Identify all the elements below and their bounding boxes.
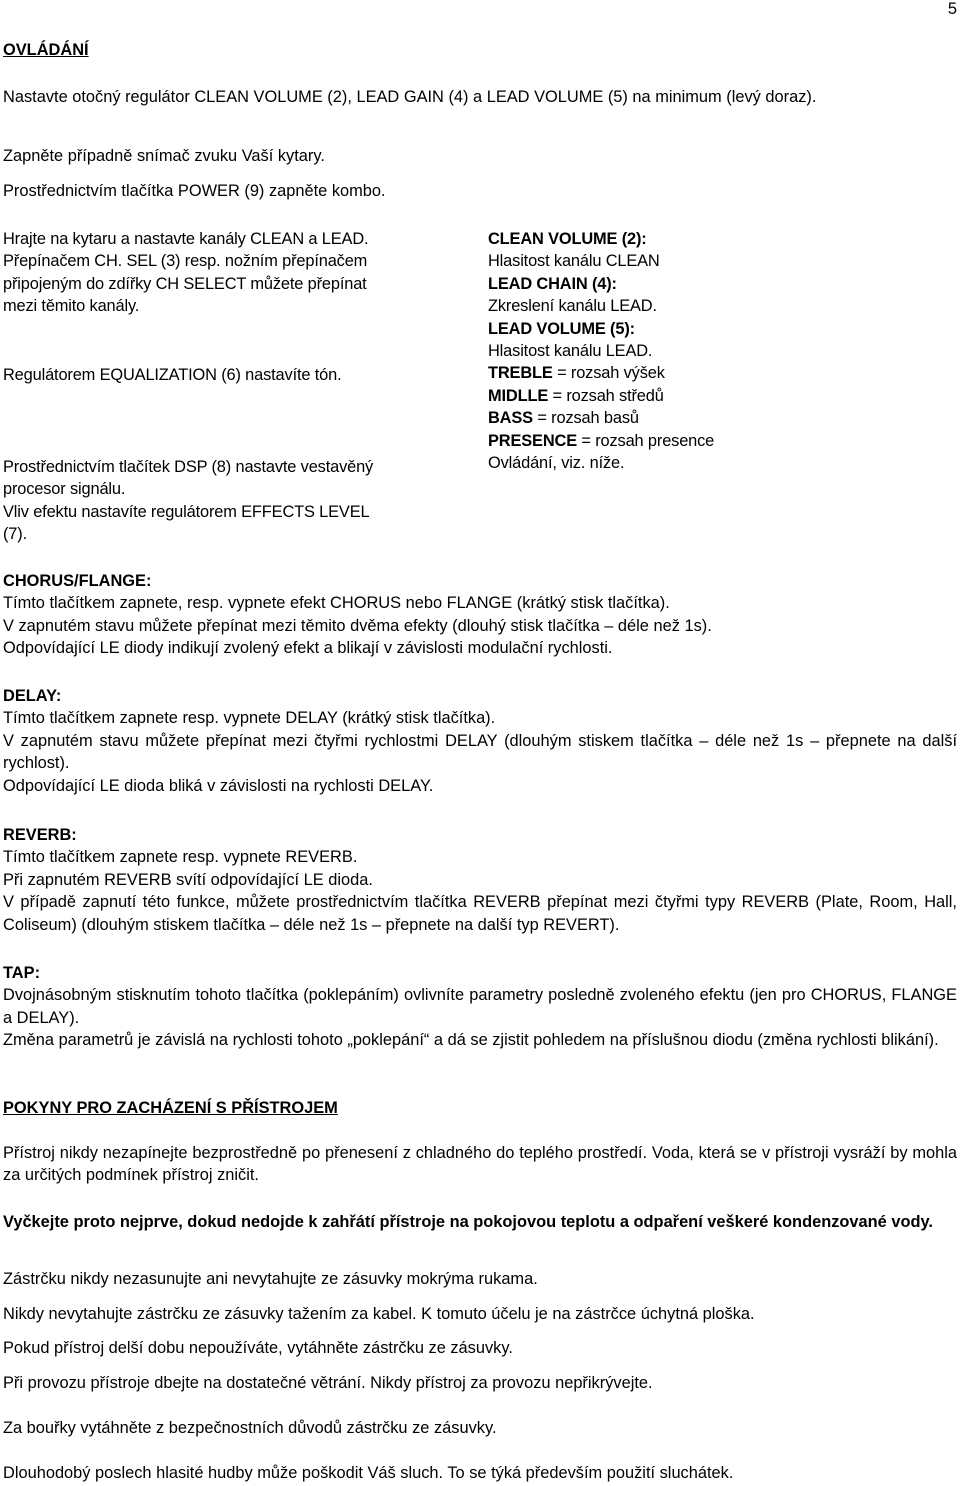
chorus-section (3, 570, 957, 660)
presence-label: PRESENCE (488, 431, 577, 450)
delay-label: DELAY: (3, 687, 62, 705)
clean-volume-label: CLEAN VOLUME (2): (488, 230, 647, 248)
intro-paragraph: Zapněte případně snímač zvuku Vaší kytary. (3, 147, 325, 165)
bass-line (488, 407, 958, 429)
chorus-label: CHORUS/FLANGE: (3, 572, 152, 590)
presence-desc: = rozsah presence (576, 431, 715, 450)
reverb-line: Při zapnutém REVERB svítí odpovídající LE dioda. (3, 870, 373, 889)
left-col-line: (7). (3, 525, 27, 544)
lead-volume-label: LEAD VOLUME (5): (488, 319, 635, 338)
treble-line (488, 362, 958, 384)
section-heading-ovladani: OVLÁDÁNÍ (3, 41, 89, 59)
tap-section (3, 962, 957, 1052)
left-col-line: připojeným do zdířky CH SELECT můžete přepínat (3, 274, 367, 293)
bass-label: BASS (488, 409, 533, 428)
left-col-line: Hrajte na kytaru a nastavte kanály CLEAN a LEAD. (3, 230, 369, 248)
pokyny-paragraph: Nikdy nevytahujte zástrčku ze zásuvky tažením za kabel. K tomuto účelu je na zástrčce úchytná ploška. (3, 1305, 755, 1323)
lead-volume-desc: Hlasitost kanálu LEAD. (488, 342, 653, 361)
delay-line: Odpovídající LE dioda bliká v závislosti na rychlosti DELAY. (3, 776, 434, 795)
left-col-line: procesor signálu. (3, 480, 126, 499)
left-col-line: Přepínačem CH. SEL (3) resp. nožním přepínačem (3, 252, 368, 271)
treble-desc: = rozsah výšek (552, 364, 665, 383)
midlle-line (488, 385, 958, 407)
pokyny-paragraph: Za bouřky vytáhněte z bezpečnostních důvodů zástrčku ze zásuvky. (3, 1419, 497, 1437)
reverb-line: Tímto tlačítkem zapnete resp. vypnete REVERB. (3, 848, 358, 867)
left-col-line: Prostřednictvím tlačítek DSP (8) nastavte vestavěný (3, 458, 374, 476)
section-heading-pokyny: POKYNY PRO ZACHÁZENÍ S PŘÍSTROJEM (3, 1099, 338, 1117)
reverb-label: REVERB: (3, 826, 77, 844)
controls-note: Ovládání, viz. níže. (488, 454, 625, 473)
left-column (3, 228, 473, 318)
midlle-label: MIDLLE (488, 386, 549, 405)
reverb-line: V případě zapnutí této funkce, můžete prostřednictvím tlačítka REVERB přepínat mezi čtyřmi typy REVERB (Plate, Room, Hall, Coliseum) (dlouhým stiskem tlačítka – déle než 1s – přepnete na další typ REVERT). (3, 893, 957, 934)
pokyny-paragraph: Pokud přístroj delší dobu nepoužíváte, vytáhněte zástrčku ze zásuvky. (3, 1339, 513, 1357)
intro-paragraph: Prostřednictvím tlačítka POWER (9) zapněte kombo. (3, 182, 386, 200)
bass-desc: = rozsah basů (532, 409, 639, 428)
lead-chain-label: LEAD CHAIN (4): (488, 274, 617, 293)
left-col-line: Vliv efektu nastavíte regulátorem EFFECTS LEVEL (3, 502, 370, 521)
dsp-paragraph (3, 456, 473, 546)
tap-line: Dvojnásobným stisknutím tohoto tlačítka (poklepáním) ovlivníte parametry posledně zvoleného efektu (jen pro CHORUS, FLANGE a DELAY). (3, 986, 957, 1027)
delay-line: Tímto tlačítkem zapnete resp. vypnete DELAY (krátký stisk tlačítka). (3, 709, 496, 728)
pokyny-paragraph: Zástrčku nikdy nezasunujte ani nevytahujte ze zásuvky mokrýma rukama. (3, 1270, 538, 1288)
clean-volume-desc: Hlasitost kanálu CLEAN (488, 252, 660, 271)
chorus-line: Odpovídající LE diody indikují zvolený efekt a blikají v závislosti modulační rychlosti. (3, 639, 613, 658)
reverb-section (3, 824, 957, 936)
chorus-line: V zapnutém stavu můžete přepínat mezi těmito dvěma efekty (dlouhý stisk tlačítka – déle než 1s). (3, 616, 712, 635)
pokyny-paragraph: Při provozu přístroje dbejte na dostatečné větrání. Nikdy přístroj za provozu nepřikrývejte. (3, 1374, 653, 1392)
chorus-line: Tímto tlačítkem zapnete, resp. vypnete efekt CHORUS nebo FLANGE (krátký stisk tlačítka). (3, 594, 670, 613)
presence-line (488, 430, 958, 452)
lead-chain-desc: Zkreslení kanálu LEAD. (488, 297, 657, 316)
delay-section (3, 685, 957, 797)
pokyny-paragraph: Dlouhodobý poslech hlasité hudby může poškodit Váš sluch. To se týká především použití sluchátek. (3, 1464, 734, 1482)
midlle-desc: = rozsah středů (548, 386, 664, 405)
pokyny-paragraph: Přístroj nikdy nezapínejte bezprostředně po přenesení z chladného do teplého prostředí. Voda, která se v přístroji vysráží by mohla za určitých podmínek přístroj zničit. (3, 1144, 957, 1185)
pokyny-paragraph-bold: Vyčkejte proto nejprve, dokud nedojde k zahřátí přístroje na pokojovou teplotu a odpaření veškeré kondenzované vody. (3, 1213, 933, 1231)
tap-line: Změna parametrů je závislá na rychlosti tohoto „poklepání“ a dá se zjistit pohledem na příslušnou diodu (změna rychlosti blikání). (3, 1031, 939, 1050)
intro-paragraph: Nastavte otočný regulátor CLEAN VOLUME (2), LEAD GAIN (4) a LEAD VOLUME (5) na minimum (levý doraz). (3, 88, 817, 106)
left-col-line: mezi těmito kanály. (3, 297, 140, 316)
tap-label: TAP: (3, 964, 41, 982)
equalization-paragraph: Regulátorem EQUALIZATION (6) nastavíte tón. (3, 366, 342, 384)
delay-line: V zapnutém stavu můžete přepínat mezi čtyřmi rychlostmi DELAY (dlouhým stiskem tlačítka – déle než 1s – přepnete na další rychlost). (3, 731, 957, 773)
right-column (488, 228, 958, 474)
treble-label: TREBLE (488, 364, 553, 383)
page-number: 5 (947, 0, 957, 18)
